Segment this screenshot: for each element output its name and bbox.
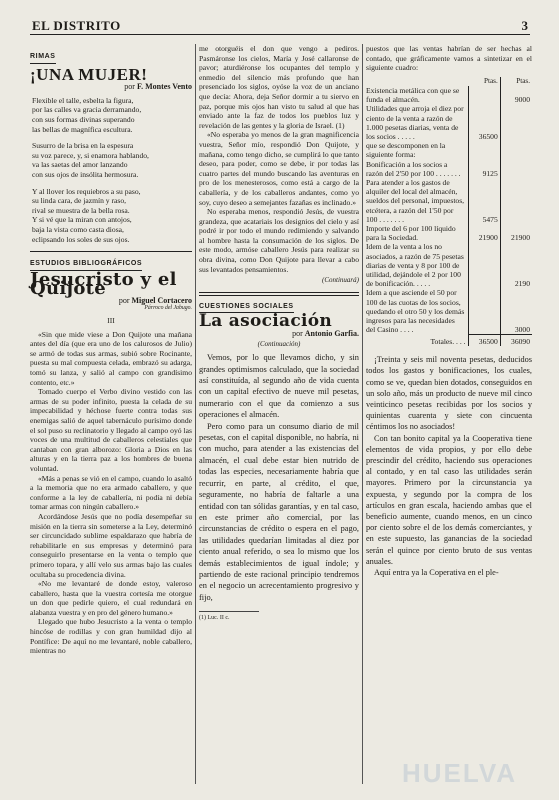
- newspaper-title: EL DISTRITO: [32, 18, 121, 33]
- column-3: [366, 44, 532, 578]
- paragraph: me otorguéis el don que vengo a pediros. Pasmáronse los cielos, María y José callaronse de pavor; aturdiéronse los ocupantes del templo y enmedio del silencio más profundo que han presenciado los siglos, oyóse la voz de un anciano que decía: Ahora, deja Señor dormir a tu siervo en paz, porque mis ojos han visto tu salud al que has enviado ante la faz de todos los pueblos luz y revelación de las gentes y la gloria de Israel. (1): [199, 44, 359, 130]
- author-note: Párroco del Jabugo.: [144, 305, 192, 312]
- section-tag-estudios: ESTUDIOS BIBLIOGRÁFICOS: [30, 259, 142, 271]
- table-row: Importe del 6 por 100 líquido para la Sociedad. 21900 21900: [366, 224, 530, 243]
- page-number: 3: [521, 18, 528, 33]
- paragraph: Con tan bonito capital ya la Cooperativa tiene elementos de vida propios, y por ello debe prescindir del crédito, haciendo sus operaciones al contado, y en tal caso las utilidades serán mayores. Primero por la circunstancia ya expuesta, y segundo por la compra de los artículos en gran escala, haciendo ambas que el beneficio aumente, cuando menos, en un cinco por ciento sobre el de los demás comerciantes, y en este supuesto, las ganancias de la sociedad serán el quince por ciento bruto de sus ventas anuales.: [366, 433, 532, 566]
- article-body: [199, 352, 359, 603]
- paragraph: «Más a penas se vió en el campo, cuando lo asaltó a la memoria que no era armado caballero, y que conforme a la ley de caballería, ni podía ni debía tomar armas con ningún caballero.»: [30, 473, 192, 512]
- article-body: [30, 330, 192, 656]
- paragraph: Acordándose Jesús que no podía desempeñar su misión en la tierra sin someterse a la Ley, determinó ser circuncidado sublime espaldarazo que habría de rehabilitarle en sus empresas y determinó para conseguirlo presentarse en la venta o templo que primero topara, y allí velo sus armas bajo las cuales ocultaba su procedencia divina.: [30, 511, 192, 579]
- column-header: Ptas.: [500, 77, 532, 86]
- paragraph: Tomado cuerpo el Verbo divino vestido con las armas de su poder infinito, puesta la celada de su impecabilidad y héchose fuerte contra todas sus enemigas salió de aquel tabernáculo purísimo donde el sol puso su reclinatorio y llegado al campo oyó las voces de una multitud de caballeros celestiales que cantaban con gran alborozo: Gloria a Dios en las alturas y en la tierra paz a los hombres de buena voluntad.: [30, 387, 192, 473]
- paragraph: Vemos, por lo que llevamos dicho, y sin grandes optimismos calculado, que la sociedad así constituída, al segundo año de vida cuenta con un capital efectivo de nueve mil pesetas, numerario con el que da comienzo a sus operaciones el almacén.: [199, 353, 359, 420]
- column-header: Ptas.: [483, 76, 498, 85]
- byline: por Antonio Garfia.: [292, 329, 359, 339]
- poem-stanza: Susurro de la brisa en la espesura su voz parece, y, si enamora hablando, va las saetas del amor lanzando con sus ojos de insólita hermosura.: [32, 141, 149, 179]
- table-header-row: [366, 77, 532, 86]
- table-row: Existencia metálica con que se funda el almacén. 9000: [366, 85, 530, 105]
- paragraph: «No esperaba yo menos de la gran magnificencia vuestra, Señor mío, respondió Don Quijote, y mañana, como tengo dicho, se cumplirá lo que tanto deseo, para poder, como se debe, ir por todas las cuatro partes del mundo buscando las aventuras en pro de los menesterosos, como está a cargo de la caballería, y de los caballeros andantes, como yo soy, cuyo deseo a semejantes fazañas es inclinado.»: [199, 130, 359, 207]
- archive-watermark: HUELVA: [402, 758, 518, 788]
- section-tag-cuestiones: CUESTIONES SOCIALES: [199, 302, 294, 314]
- paragraph: Llegado que hubo Jesucristo a la venta o templo hincóse de rodillas y con gran humildad dijo al Pontífice: De aquí no me levantaré, noble caballero, mientras no: [30, 617, 192, 656]
- continued-note: (Continuará): [322, 276, 359, 285]
- table-row: Utilidades que arroja el diez por ciento de la venta a razón de 1.000 pesetas diarias, venta de los socios . . . . . 36500: [366, 104, 532, 141]
- paragraph: «Sin que mide viese a Don Quijote una mañana antes del día (que era uno de los calurosos de Julio) se armó de todas sus armas, subió sobre Rocinante, puesta su mal compuesta celada, embrazó su adarga, tomó su lanza, y salió al campo con grandísimo contento, etc.»: [30, 329, 192, 387]
- table-row: Idem a que asciende el 50 por 100 de las cuotas de los socios, quedando el otro 50 y los demás ingresos para las necesidades del Casino . . . . 3000: [366, 288, 530, 335]
- column-rule: [195, 44, 196, 784]
- paragraph: Aquí entra ya la Coperativa en el ple-: [374, 568, 499, 578]
- table-row: que se descomponen en la siguiente forma:: [366, 141, 532, 159]
- article-body-continued: [199, 44, 359, 274]
- continuation-note: (Continuación): [257, 339, 301, 348]
- table-intro: puestos que las ventas habrían de ser hechas al contado, que gráficamente vamos a sintetizar en el siguiente cuadro:: [366, 44, 532, 73]
- chapter-number: III: [107, 316, 115, 326]
- table-row: Para atender a los gastos de alquiler del local del almacén, sueldos del personal, impuestos, etcétera, a razón del 1'50 por 100 . . . . . . . 5475: [366, 178, 532, 224]
- article-title-jesucristo: Jesucristo y el Quijote: [30, 268, 177, 300]
- article-title-asociacion: La asociación: [199, 311, 333, 332]
- paragraph: No esperaba menos, respondió Jesús, de vuestra grandeza, que acatariais los designios del cielo y así podré ir por todo el mundo redimiendo y salvando al hombre hasta la consumación de los siglos. De este modo, armóse caballero Jesús para realizar su obra divina, como Don Quijote para llevar a cabo sus levantados pensamientos.: [199, 207, 359, 274]
- financial-table: [366, 77, 532, 346]
- footnote: (1) Luc. II c.: [199, 611, 259, 624]
- page-header: [30, 18, 530, 35]
- section-tag-rimas: RIMAS: [30, 52, 56, 64]
- divider: [30, 251, 192, 252]
- paragraph: Pero como para un consumo diario de mil pesetas, con el capital disponible, no habría, ni con mucho, para atender a las existencias del almacén, el cual debe estar bien nutrido de todas las especies, necesariamente habría que recurrir, en parte, al crédito, el que, seguramente, no habría de faltarle a una entidad con tan sólidas garantías, y en tal caso, en este primer año comercial, por las circunstancias de crédito o espera en el pago, las utilidades quedarían limitadas al diez por ciento anual referido, o sea lo mismo que los demás establecimientos de igual índole; y partiendo de este racional principio tendremos en el negocio un acrecentamiento progresivo y fijo,: [199, 421, 359, 602]
- poem: [30, 96, 192, 244]
- column-1: [30, 44, 192, 656]
- article-body: [366, 354, 532, 578]
- poem-stanza: Y al llover los requiebros a su paso, su linda cara, de jazmín y raso, rival se muestra de la bella rosa. Y si vé que la miran con antojos, baja la vista como casta diosa, eclipsando los soles de sus ojos.: [32, 186, 141, 244]
- table-row: Bonificación a los socios a razón del 2'50 por 100 . . . . . . . 9125: [366, 160, 532, 178]
- byline: por Miguel Cortacero: [118, 295, 192, 305]
- column-rule: [362, 44, 363, 784]
- divider: [199, 292, 359, 296]
- table-row: Idem de la venta a los no asociados, a razón de 75 pesetas diarias de venta y 8 por 100 de utilidad, dejándole el 2 por 100 de bonificación. . . . . 2190: [366, 242, 530, 289]
- table-total-row: Totales. . . . 36500 36090: [366, 334, 532, 346]
- byline: por F. Montes Vento: [124, 82, 192, 92]
- article-title-una-mujer: ¡UNA MUJER!: [30, 64, 148, 84]
- poem-stanza: Flexible el talle, esbelta la figura, por las calles va gracia derramando, con sus formas divinas superando las bellas de magnífica escultura.: [32, 95, 142, 134]
- paragraph: ¡Treinta y seis mil noventa pesetas, deducidos todos los gastos y bonificaciones, los cuales, como se ve, quedan bien dotados, conseguidos en un solo año, más un producto de nueve mil cinco veinticinco pesetas recibidas por los socios y quinientas cuarenta y siete con cincuenta céntimos los no asociados!: [366, 355, 532, 432]
- paragraph: «No me levantaré de donde estoy, valeroso caballero, hasta que la vuestra cortesía me otorgue un don que pedirle quiero, el cual redundará en alabanza vuestra y en pro del género humano.»: [30, 579, 192, 617]
- column-2: [199, 44, 359, 624]
